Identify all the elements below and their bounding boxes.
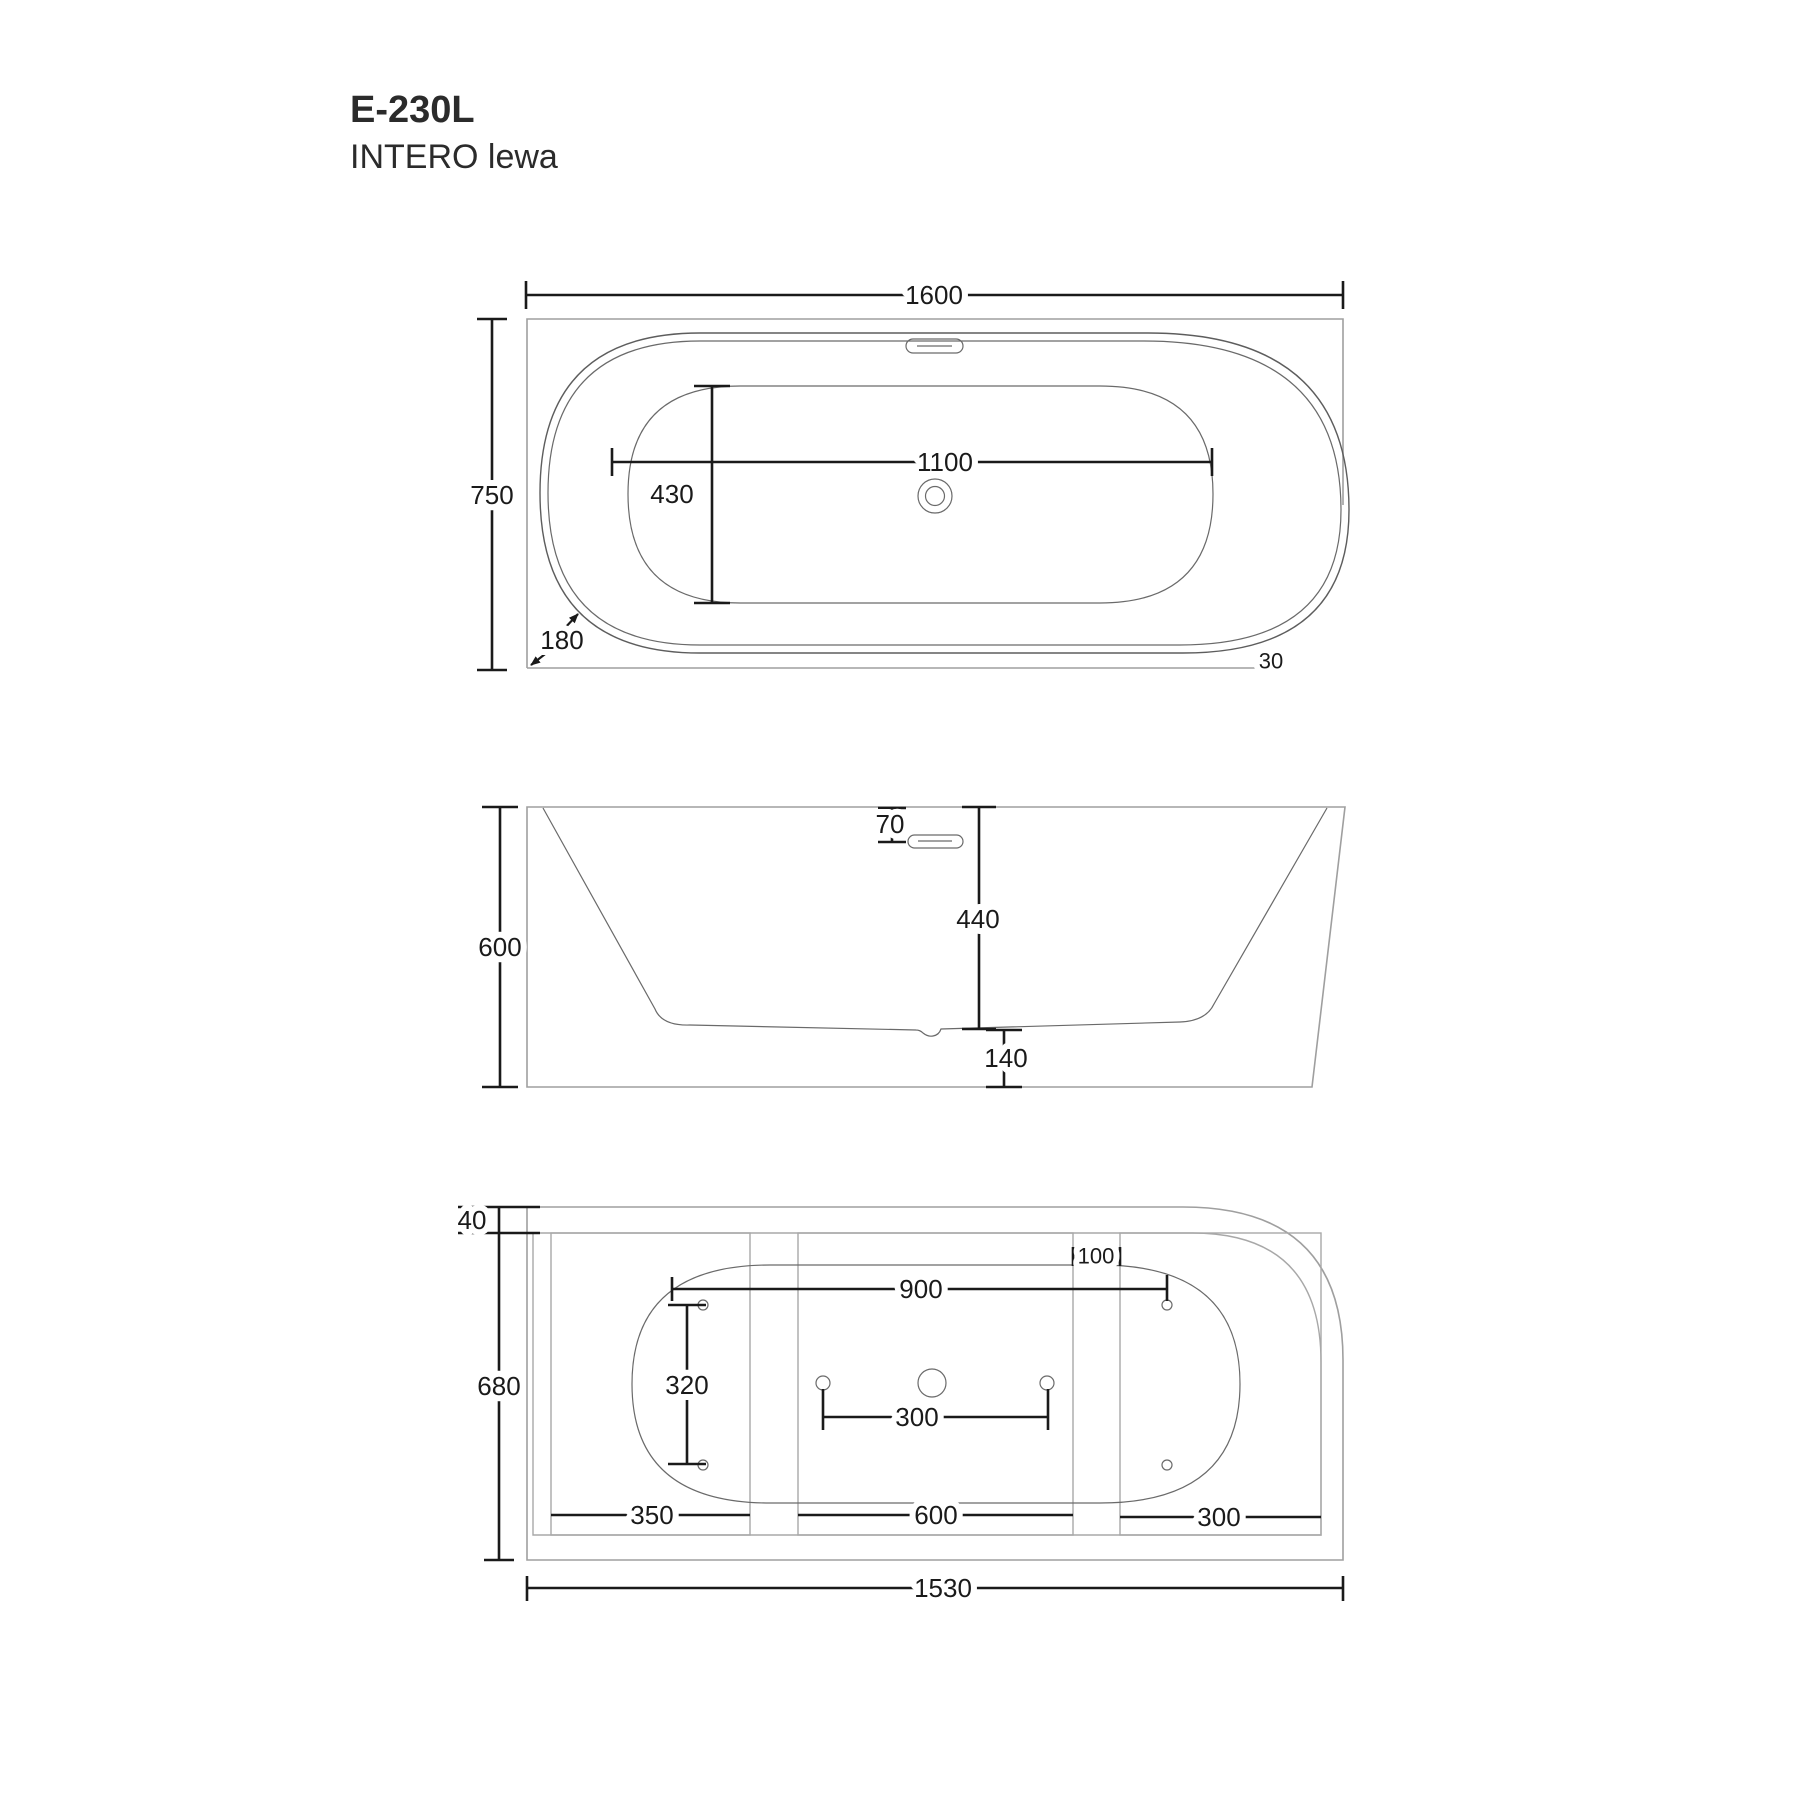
model-name: INTERO lewa — [350, 138, 558, 176]
dim-center-board-width — [798, 1500, 1073, 1530]
dim-overall-height — [478, 807, 521, 1087]
model-code: E-230L — [350, 89, 475, 131]
dim-bottom-depth-label: 680 — [477, 1371, 521, 1401]
dim-overall-depth — [470, 319, 513, 670]
dim-basin-length — [612, 447, 1212, 477]
dim-hole-span-horizontal — [672, 1274, 1167, 1304]
drain-top-view — [918, 479, 952, 513]
dim-edge-gap-label: 30 — [1258, 648, 1284, 674]
dim-rim-thickness-label: 40 — [457, 1205, 487, 1235]
bottom-view — [458, 1205, 1343, 1603]
dim-bottom-depth — [477, 1207, 520, 1560]
dim-base-length — [527, 1573, 1343, 1603]
dim-center-board-width-label: 600 — [914, 1500, 958, 1530]
dim-overflow-offset-label: 70 — [875, 809, 905, 839]
dim-basin-width-label: 430 — [650, 479, 694, 509]
dim-overall-length-label: 1600 — [905, 280, 963, 310]
basin-outline — [628, 386, 1213, 603]
dim-hole-span-vertical — [665, 1305, 708, 1464]
side-interior — [543, 808, 1327, 1036]
dim-center-hole-span-label: 300 — [895, 1402, 939, 1432]
top-view — [470, 280, 1349, 674]
dim-left-board-width — [551, 1500, 750, 1530]
dim-hole-span-vertical-label: 320 — [665, 1370, 709, 1400]
dim-right-board-width-label: 300 — [1197, 1502, 1241, 1532]
title-block — [350, 89, 558, 176]
dim-board-gap-label: 100 — [1077, 1243, 1115, 1269]
dim-basin-width — [650, 386, 730, 603]
dim-overall-length — [526, 280, 1343, 310]
mounting-board-right — [1120, 1233, 1321, 1535]
mounting-board-left — [551, 1233, 750, 1535]
dim-overall-depth-label: 750 — [470, 480, 514, 510]
side-view — [478, 807, 1345, 1087]
dim-left-board-width-label: 350 — [630, 1500, 674, 1530]
side-outline — [527, 807, 1345, 1087]
dim-board-gap — [1073, 1244, 1120, 1269]
drain-bottom-view — [918, 1369, 946, 1397]
dim-base-length-label: 1530 — [914, 1573, 972, 1603]
dim-corner-offset — [531, 614, 584, 665]
dim-base-height-label: 140 — [984, 1043, 1028, 1073]
dim-right-board-width — [1120, 1502, 1321, 1532]
dim-overflow-offset — [876, 808, 906, 842]
dim-hole-span-horizontal-label: 900 — [899, 1274, 943, 1304]
dim-overall-height-label: 600 — [478, 932, 522, 962]
dim-corner-offset-label: 180 — [540, 625, 584, 655]
dim-center-hole-span — [823, 1389, 1048, 1432]
side-overflow-slot — [908, 835, 963, 848]
mounting-holes — [698, 1300, 1172, 1470]
dim-basin-length-label: 1100 — [917, 447, 973, 477]
dim-inner-depth-label: 440 — [956, 904, 1000, 934]
dim-base-height — [984, 1030, 1027, 1087]
